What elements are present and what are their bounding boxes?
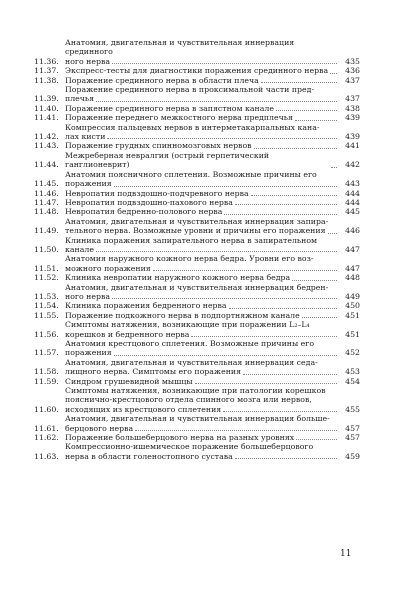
- toc-entry-title-line: Компрессионно-ишемическое поражение большеберцового: [65, 442, 314, 452]
- toc-entry-page: 442: [345, 160, 360, 170]
- toc-entry-number: 11.44.: [34, 160, 59, 170]
- dot-leader: [96, 251, 337, 252]
- toc-entry[interactable]: [34, 414, 360, 433]
- dot-leader: [295, 120, 337, 121]
- toc-entry-title-line: Поражение срединного нерва в проксимальной части пред-: [65, 85, 315, 95]
- toc-entry[interactable]: [34, 104, 360, 113]
- toc-entry-title-line: исходящих из крестцового сплетения: [65, 404, 222, 414]
- toc-entry-title-line: Анатомия наружного кожного нерва бедра. Уровни его воз-: [65, 254, 314, 264]
- toc-entry-page: 441: [345, 141, 360, 151]
- toc-entry[interactable]: [34, 113, 360, 122]
- toc-entry-title-line: Клиника поражения запирательного нерва в запирательном: [65, 235, 318, 245]
- toc-entry-title-line: Невропатия бедренно-полового нерва: [65, 207, 223, 217]
- toc-entry-title-line: Невропатия подвздошно-пахового нерва: [65, 197, 233, 207]
- dot-leader: [330, 73, 337, 74]
- toc-entry-number: 11.63.: [34, 451, 59, 461]
- toc-entry-page: 450: [345, 301, 360, 311]
- toc-entry[interactable]: [34, 170, 360, 189]
- toc-entry-title-line: лищного нерва. Симптомы его поражения: [65, 367, 242, 377]
- toc-entry-title-line: плечья: [65, 94, 95, 104]
- toc-entry-page: 437: [345, 75, 360, 85]
- toc-entry-page: 452: [345, 348, 360, 358]
- toc-entry-number: 11.61.: [34, 423, 59, 433]
- toc-entry[interactable]: [34, 301, 360, 310]
- toc-entry[interactable]: [34, 85, 360, 104]
- toc-entry-number: 11.36.: [34, 56, 59, 66]
- toc-entry-title-line: Поражение срединного нерва в запястном канале: [65, 103, 274, 113]
- toc-entry[interactable]: [34, 273, 360, 282]
- dot-leader: [328, 233, 338, 234]
- toc-entry-title-line: Анатомия, двигательная и чувствительная иннервация запира-: [65, 216, 329, 226]
- dot-leader: [251, 195, 337, 196]
- toc-entry-title-line: поражения: [65, 348, 112, 358]
- toc-entry-page: 448: [345, 273, 360, 283]
- dot-leader: [302, 317, 337, 318]
- toc-entry[interactable]: [34, 386, 360, 414]
- toc-entry-page: 454: [345, 376, 360, 386]
- toc-entry-page: 457: [345, 423, 360, 433]
- toc-entry-number: 11.50.: [34, 244, 59, 254]
- toc-entry[interactable]: [34, 38, 360, 66]
- toc-entry-page: 439: [345, 132, 360, 142]
- toc-entry-number: 11.37.: [34, 66, 59, 76]
- toc-entry-number: 11.58.: [34, 367, 59, 377]
- toc-entry-title-line: ного нерва: [65, 291, 110, 301]
- dot-leader: [296, 439, 337, 440]
- toc-entry-title-line: Клиника поражения бедренного нерва: [65, 301, 227, 311]
- toc-entry-title-line: Синдром грушевидной мышцы: [65, 376, 193, 386]
- toc-entry-title-line: Симптомы натяжения, возникающие при поражении L₂–L₄: [65, 320, 310, 330]
- toc-entry[interactable]: [34, 442, 360, 461]
- toc-entry-page: 449: [345, 291, 360, 301]
- toc-entry[interactable]: [34, 76, 360, 85]
- toc-entry-page: 446: [345, 226, 360, 236]
- toc-entry-number: 11.49.: [34, 226, 59, 236]
- toc-entry-title-line: Анатомия крестцового сплетения. Возможные причины его: [65, 339, 315, 348]
- toc-entry-title-line: пояснично-крестцового отдела спинного мозга или нервов,: [65, 395, 312, 405]
- toc-entry-title-line: Поражение срединного нерва в области плеча: [65, 75, 259, 85]
- dot-leader: [114, 186, 337, 187]
- toc-entry[interactable]: [34, 217, 360, 236]
- toc-entry-title-line: поражения: [65, 179, 112, 189]
- table-of-contents: [34, 38, 360, 461]
- toc-entry-title-line: Поражение большеберцового нерва на разных уровнях: [65, 433, 295, 443]
- toc-entry-page: 444: [345, 188, 360, 198]
- toc-entry-page: 453: [345, 367, 360, 377]
- toc-entry-title-line: Анатомия поясничного сплетения. Возможные причины его: [65, 169, 317, 179]
- toc-entry-page: 455: [345, 404, 360, 414]
- toc-entry-number: 11.51.: [34, 263, 59, 273]
- dot-leader: [243, 374, 337, 375]
- toc-entry-number: 11.54.: [34, 301, 59, 311]
- toc-entry-page: 439: [345, 113, 360, 123]
- dot-leader: [235, 204, 337, 205]
- toc-entry-title-line: лах кисти: [65, 132, 106, 142]
- dot-leader: [112, 298, 337, 299]
- toc-entry-number: 11.53.: [34, 291, 59, 301]
- toc-entry[interactable]: [34, 151, 360, 170]
- toc-entry-title-line: берцового нерва: [65, 423, 134, 433]
- toc-entry[interactable]: [34, 207, 360, 216]
- toc-entry-title-line: корешков и бедренного нерва: [65, 329, 190, 339]
- toc-entry-title-line: Невропатия подвздошно-подчревного нерва: [65, 188, 249, 198]
- toc-entry-number: 11.40.: [34, 103, 59, 113]
- dot-leader: [261, 82, 337, 83]
- toc-entry-number: 11.60.: [34, 404, 59, 414]
- toc-entry-title-line: канале: [65, 244, 94, 254]
- dot-leader: [153, 270, 337, 271]
- toc-entry-title-line: Симптомы натяжения, возникающие при патологии корешков: [65, 386, 326, 396]
- toc-entry-page: 443: [345, 179, 360, 189]
- toc-entry-number: 11.56.: [34, 329, 59, 339]
- toc-entry-page: 447: [345, 244, 360, 254]
- toc-entry-page: 451: [345, 310, 360, 320]
- toc-entry-number: 11.38.: [34, 75, 59, 85]
- dot-leader: [331, 167, 337, 168]
- toc-entry[interactable]: [34, 123, 360, 142]
- toc-entry-title-line: Поражение грудных спинномозговых нервов: [65, 141, 252, 151]
- toc-entry-title-line: Поражение подкожного нерва в подпортняжном канале: [65, 310, 300, 320]
- dot-leader: [135, 430, 337, 431]
- dot-leader: [224, 214, 337, 215]
- dot-leader: [195, 383, 337, 384]
- toc-entry-number: 11.48.: [34, 207, 59, 217]
- toc-entry-page: 444: [345, 197, 360, 207]
- toc-entry-page: 436: [345, 66, 360, 76]
- toc-entry[interactable]: [34, 254, 360, 273]
- toc-entry-number: 11.47.: [34, 197, 59, 207]
- dot-leader: [112, 63, 337, 64]
- toc-entry-number: 11.52.: [34, 273, 59, 283]
- toc-entry[interactable]: [34, 433, 360, 442]
- toc-entry[interactable]: [34, 358, 360, 377]
- toc-entry-title-line: тельного нерва. Возможные уровни и причины его поражения: [65, 226, 326, 236]
- toc-entry[interactable]: [34, 377, 360, 386]
- dot-leader: [114, 355, 337, 356]
- toc-entry-title-line: Межреберная невралгия (острый герпетический ганглионеврит): [65, 150, 270, 170]
- toc-entry-title-line: Анатомия, двигательная и чувствительная иннервация срединного: [65, 38, 295, 57]
- toc-entry-number: 11.55.: [34, 310, 59, 320]
- page-number: 11: [340, 549, 352, 559]
- dot-leader: [191, 336, 337, 337]
- toc-entry-number: 11.42.: [34, 132, 59, 142]
- dot-leader: [254, 148, 337, 149]
- toc-entry-title-line: можного поражения: [65, 263, 151, 273]
- toc-entry-number: 11.41.: [34, 113, 59, 123]
- toc-entry[interactable]: [34, 339, 360, 358]
- toc-entry-title-line: Экспресс-тесты для диагностики поражения срединного нерва: [65, 66, 329, 76]
- toc-entry[interactable]: [34, 283, 360, 302]
- toc-entry[interactable]: [34, 141, 360, 150]
- dot-leader: [229, 308, 337, 309]
- toc-entry-number: 11.62.: [34, 433, 59, 443]
- toc-entry[interactable]: [34, 320, 360, 339]
- toc-entry[interactable]: [34, 311, 360, 320]
- toc-entry-number: 11.45.: [34, 179, 59, 189]
- toc-entry-number: 11.39.: [34, 94, 59, 104]
- toc-entry-page: 457: [345, 433, 360, 443]
- dot-leader: [223, 411, 337, 412]
- dot-leader: [292, 280, 337, 281]
- toc-entry-title-line: ного нерва: [65, 56, 110, 66]
- toc-entry-page: 451: [345, 329, 360, 339]
- toc-entry-title-line: нерва в области голеностопного сустава: [65, 451, 233, 461]
- toc-entry[interactable]: [34, 189, 360, 198]
- toc-entry-number: 11.59.: [34, 376, 59, 386]
- toc-entry[interactable]: [34, 198, 360, 207]
- toc-entry-number: 11.46.: [34, 188, 59, 198]
- toc-entry-page: 435: [345, 56, 360, 66]
- toc-entry-page: 447: [345, 263, 360, 273]
- toc-entry-number: 11.43.: [34, 141, 59, 151]
- dot-leader: [107, 138, 337, 139]
- toc-entry-title-line: Поражение переднего межкостного нерва предплечья: [65, 113, 293, 123]
- dot-leader: [96, 101, 337, 102]
- toc-entry-title-line: Анатомия, двигательная и чувствительная иннервация бедрен-: [65, 282, 329, 292]
- toc-entry-page: 445: [345, 207, 360, 217]
- toc-entry[interactable]: [34, 236, 360, 255]
- toc-entry-title-line: Анатомия, двигательная и чувствительная иннервация седа-: [65, 357, 318, 367]
- toc-entry[interactable]: [34, 66, 360, 75]
- toc-entry-title-line: Анатомия, двигательная и чувствительная иннервация больше-: [65, 414, 330, 424]
- dot-leader: [235, 458, 337, 459]
- toc-entry-number: 11.57.: [34, 348, 59, 358]
- toc-entry-page: 437: [345, 94, 360, 104]
- dot-leader: [276, 110, 337, 111]
- toc-entry-title-line: Клиника невропатии наружного кожного нерва бедра: [65, 273, 291, 283]
- toc-entry-page: 438: [345, 103, 360, 113]
- toc-entry-title-line: Компрессия пальцевых нервов в интерметакарпальных кана-: [65, 122, 320, 132]
- toc-entry-page: 459: [345, 451, 360, 461]
